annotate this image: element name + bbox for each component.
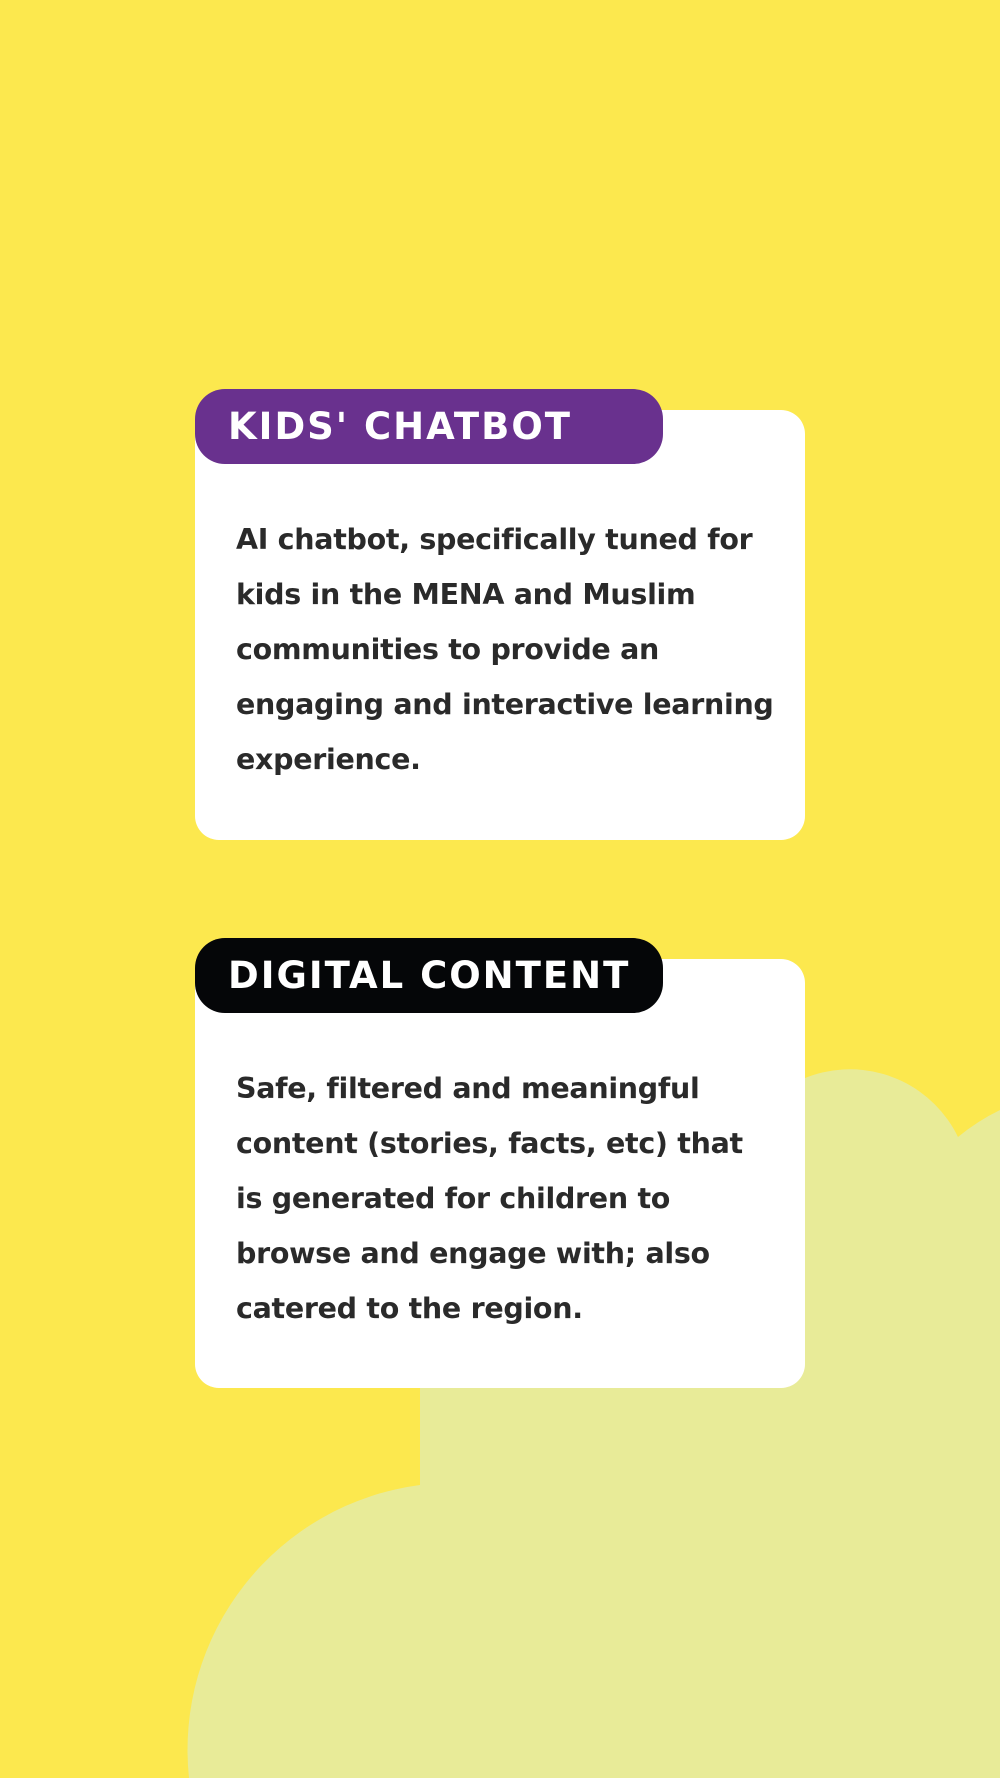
digital-content-title: DIGITAL CONTENT [195, 938, 663, 1013]
digital-content-description: Safe, filtered and meaningful content (stories, facts, etc) that is generated for children to browse and engage with; also catered to the region. [236, 1072, 743, 1325]
kids-chatbot-title: KIDS' CHATBOT [195, 389, 663, 464]
kids-chatbot-description: AI chatbot, specifically tuned for kids in the MENA and Muslim communities to provide an engaging and interactive learning experience. [236, 523, 774, 776]
digital-content-card [195, 959, 805, 1388]
kids-chatbot-card [195, 410, 805, 840]
